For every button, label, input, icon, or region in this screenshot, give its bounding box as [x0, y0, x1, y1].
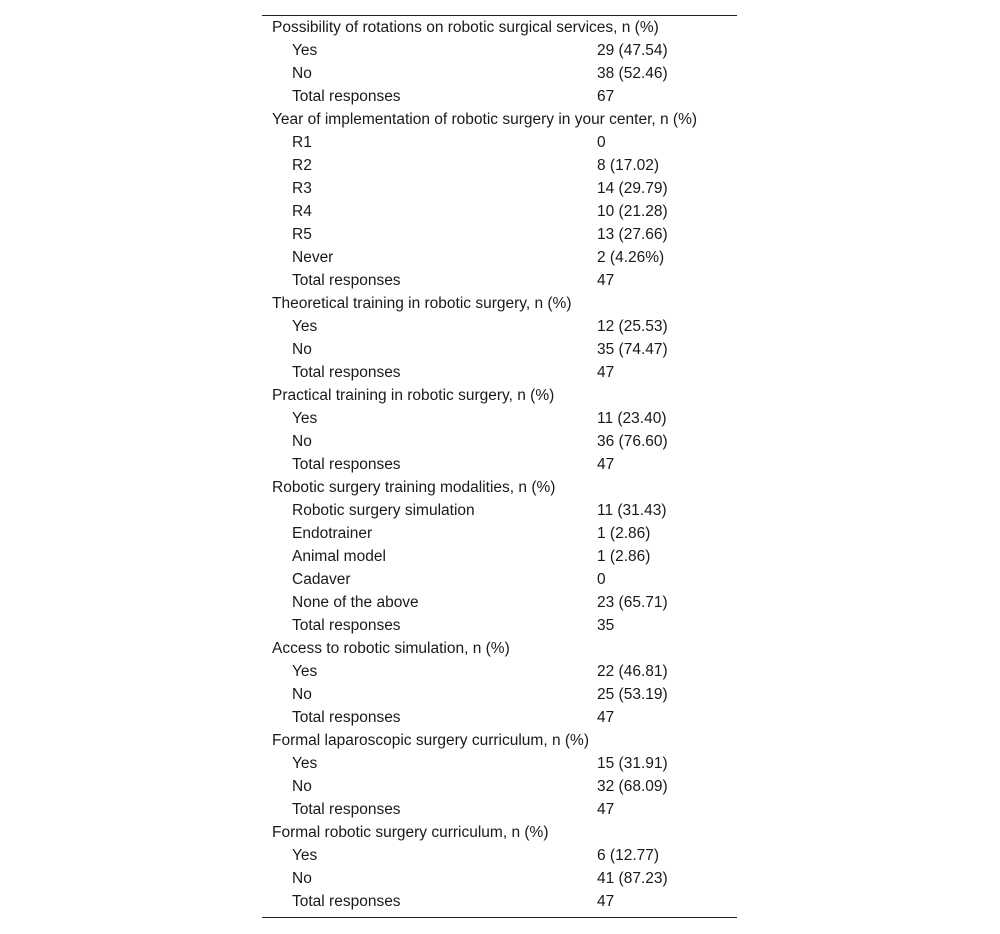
row-value: 11 (31.43)	[597, 502, 667, 519]
section-title: Formal robotic surgery curriculum, n (%)	[272, 824, 549, 841]
row-label: Total responses	[292, 456, 401, 473]
table-row	[262, 591, 737, 614]
row-label: Yes	[292, 755, 318, 772]
table-row	[262, 890, 737, 913]
row-value: 47	[597, 456, 615, 473]
table-row	[262, 752, 737, 775]
table-row	[262, 269, 737, 292]
table-row	[262, 775, 737, 798]
row-label: No	[292, 778, 312, 795]
table-row	[262, 407, 737, 430]
row-label: Yes	[292, 663, 318, 680]
section-header	[262, 292, 737, 315]
row-value: 47	[597, 364, 615, 381]
table-row	[262, 315, 737, 338]
row-value: 2 (4.26%)	[597, 249, 665, 266]
table-row	[262, 844, 737, 867]
table-row	[262, 798, 737, 821]
table-row	[262, 867, 737, 890]
row-value: 32 (68.09)	[597, 778, 668, 795]
row-label: Robotic surgery simulation	[292, 502, 475, 519]
row-label: No	[292, 870, 312, 887]
row-label: Total responses	[292, 893, 401, 910]
row-value: 47	[597, 272, 615, 289]
table-row	[262, 522, 737, 545]
row-value: 13 (27.66)	[597, 226, 668, 243]
row-value: 25 (53.19)	[597, 686, 668, 703]
table-row	[262, 39, 737, 62]
row-label: Total responses	[292, 88, 401, 105]
row-value: 6 (12.77)	[597, 847, 660, 864]
section-header	[262, 476, 737, 499]
section-title: Formal laparoscopic surgery curriculum, n (%)	[272, 732, 589, 749]
row-value: 11 (23.40)	[597, 410, 667, 427]
row-label: Animal model	[292, 548, 386, 565]
section-title: Possibility of rotations on robotic surgical services, n (%)	[272, 19, 659, 36]
table-row	[262, 62, 737, 85]
section-title: Year of implementation of robotic surgery in your center, n (%)	[272, 111, 698, 128]
row-value: 8 (17.02)	[597, 157, 660, 174]
row-label: Yes	[292, 42, 318, 59]
table-row	[262, 246, 737, 269]
row-label: Never	[292, 249, 334, 266]
survey-table	[262, 15, 737, 918]
row-label: R4	[292, 203, 312, 220]
row-label: R2	[292, 157, 312, 174]
row-label: No	[292, 433, 312, 450]
table-row	[262, 131, 737, 154]
section-header	[262, 821, 737, 844]
row-value: 35 (74.47)	[597, 341, 668, 358]
row-value: 29 (47.54)	[597, 42, 668, 59]
section-header	[262, 108, 737, 131]
row-value: 14 (29.79)	[597, 180, 668, 197]
section-title: Access to robotic simulation, n (%)	[272, 640, 510, 657]
table-row	[262, 85, 737, 108]
row-value: 36 (76.60)	[597, 433, 668, 450]
row-label: Yes	[292, 847, 318, 864]
row-label: Total responses	[292, 364, 401, 381]
row-label: Yes	[292, 318, 318, 335]
table-row	[262, 453, 737, 476]
row-label: R3	[292, 180, 312, 197]
row-value: 47	[597, 893, 615, 910]
row-value: 1 (2.86)	[597, 548, 651, 565]
row-label: R1	[292, 134, 312, 151]
table-row	[262, 683, 737, 706]
row-value: 22 (46.81)	[597, 663, 668, 680]
row-value: 47	[597, 801, 615, 818]
row-value: 12 (25.53)	[597, 318, 668, 335]
row-value: 47	[597, 709, 615, 726]
row-label: Endotrainer	[292, 525, 373, 542]
row-value: 35	[597, 617, 615, 634]
row-label: None of the above	[292, 594, 419, 611]
section-title: Robotic surgery training modalities, n (%)	[272, 479, 556, 496]
table-row	[262, 499, 737, 522]
table-row	[262, 177, 737, 200]
row-value: 23 (65.71)	[597, 594, 668, 611]
section-header	[262, 16, 737, 39]
row-label: Total responses	[292, 272, 401, 289]
section-header	[262, 729, 737, 752]
row-label: Total responses	[292, 617, 401, 634]
table-row	[262, 200, 737, 223]
table-row	[262, 568, 737, 591]
table-row	[262, 223, 737, 246]
row-value: 41 (87.23)	[597, 870, 668, 887]
row-value: 67	[597, 88, 615, 105]
row-label: No	[292, 341, 312, 358]
row-label: Total responses	[292, 801, 401, 818]
section-header	[262, 384, 737, 407]
table-row	[262, 430, 737, 453]
row-label: No	[292, 65, 312, 82]
row-value: 38 (52.46)	[597, 65, 668, 82]
row-value: 15 (31.91)	[597, 755, 668, 772]
table-row	[262, 545, 737, 568]
table-row	[262, 361, 737, 384]
row-value: 0	[597, 134, 606, 151]
table-row	[262, 660, 737, 683]
section-title: Practical training in robotic surgery, n (%)	[272, 387, 555, 404]
row-value: 10 (21.28)	[597, 203, 668, 220]
section-header	[262, 637, 737, 660]
table-row	[262, 614, 737, 637]
section-title: Theoretical training in robotic surgery, n (%)	[272, 295, 572, 312]
row-label: No	[292, 686, 312, 703]
table-row	[262, 154, 737, 177]
row-value: 0	[597, 571, 606, 588]
row-label: R5	[292, 226, 312, 243]
table-row	[262, 338, 737, 361]
row-value: 1 (2.86)	[597, 525, 651, 542]
table-row	[262, 706, 737, 729]
row-label: Yes	[292, 410, 318, 427]
row-label: Total responses	[292, 709, 401, 726]
row-label: Cadaver	[292, 571, 351, 588]
